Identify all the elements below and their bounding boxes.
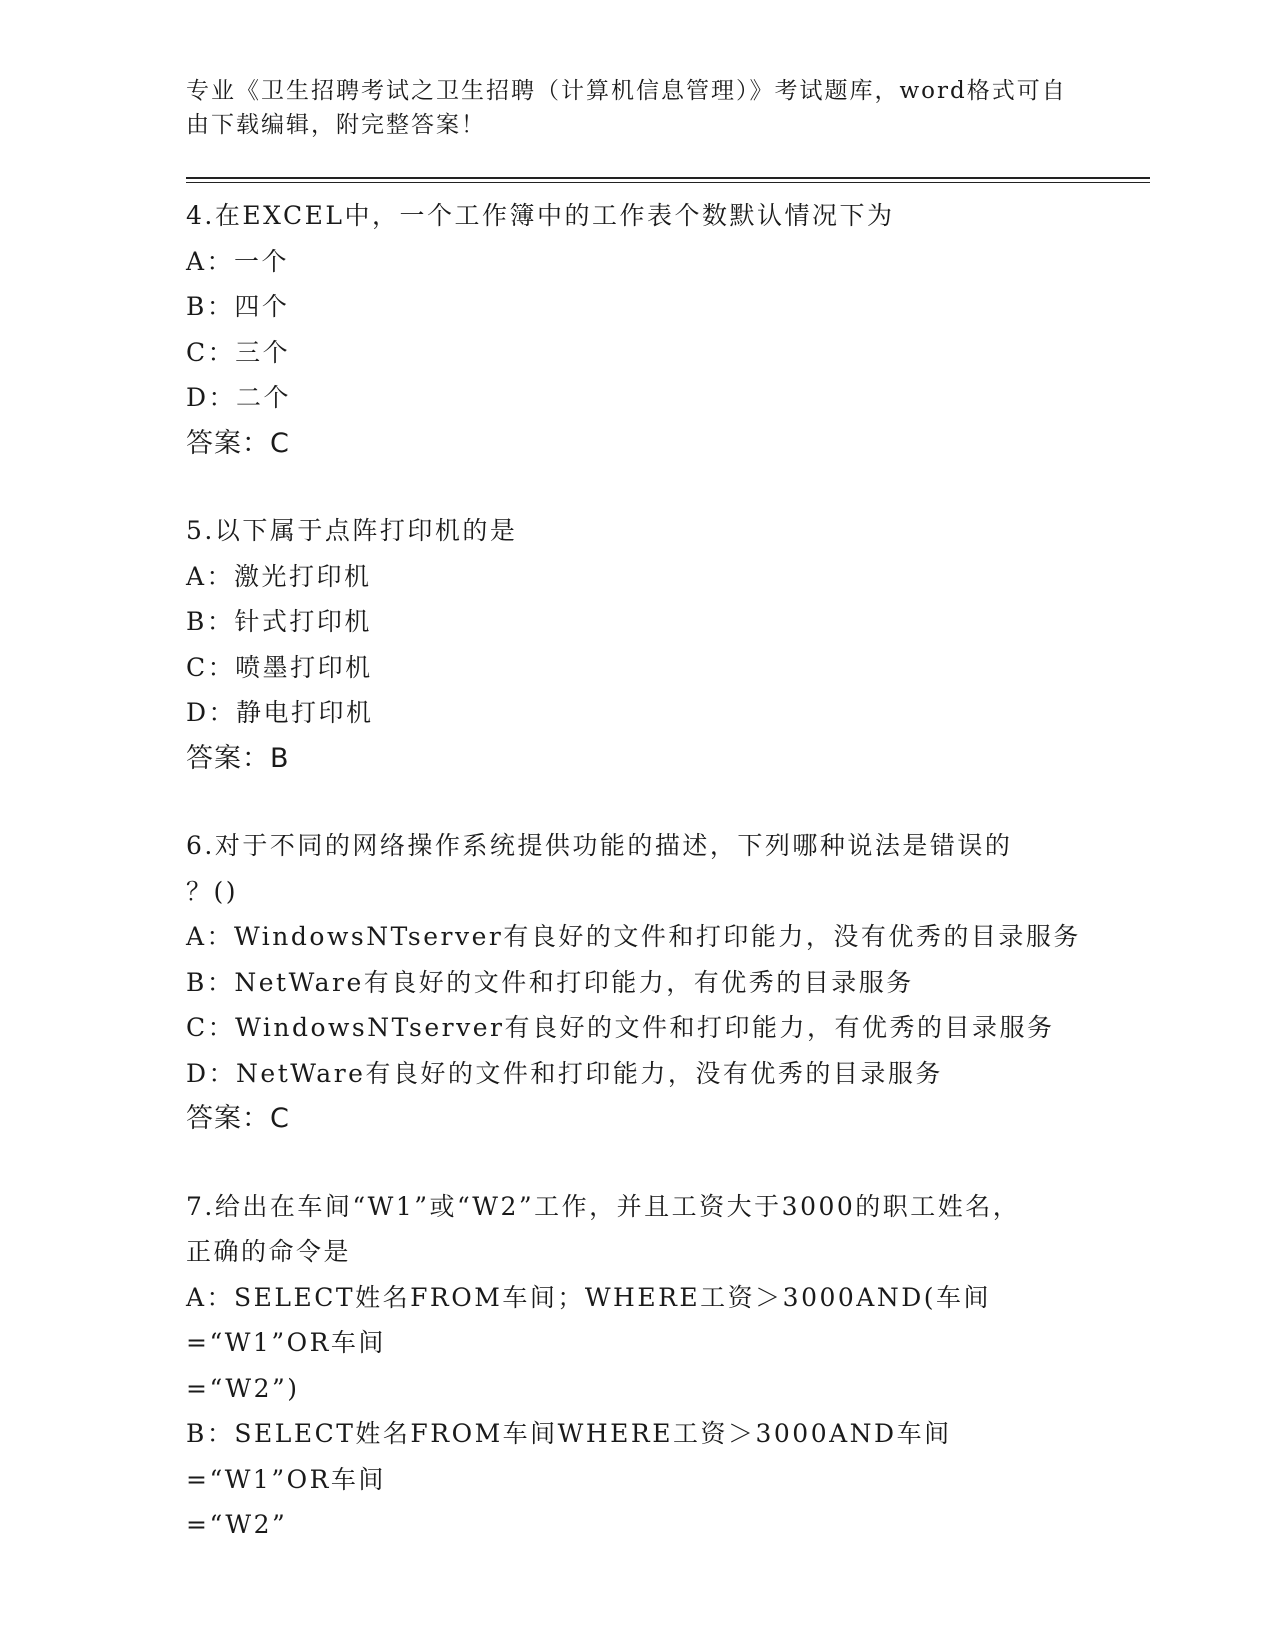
option-d: D：静电打印机 [186, 698, 374, 727]
option-b-cont: =“W2” [186, 1510, 288, 1539]
question-6 [186, 823, 1086, 1142]
question-stem: 6.对于不同的网络操作系统提供功能的描述，下列哪种说法是错误的 [186, 831, 1013, 860]
question-4 [186, 193, 1086, 466]
option-a: A：激光打印机 [186, 561, 372, 591]
question-stem: 4.在EXCEL中，一个工作簿中的工作表个数默认情况下为 [186, 201, 895, 230]
option-b: B：针式打印机 [186, 607, 372, 636]
question-list [186, 193, 1086, 1590]
header-line-1: 专业《卫生招聘考试之卫生招聘（计算机信息管理）》考试题库，word格式可自 [186, 78, 1067, 104]
question-stem-cont: ？() [186, 876, 239, 906]
document-header [186, 74, 1086, 142]
option-c: C：WindowsNTserver有良好的文件和打印能力，有优秀的目录服务 [186, 1013, 1055, 1042]
answer-line: 答案：B [186, 742, 290, 774]
header-rule-thick [186, 177, 1150, 179]
option-a: A：SELECT姓名FROM车间；WHERE工资＞3000AND(车间=“W1”OR车间 [186, 1282, 992, 1357]
question-stem: 5.以下属于点阵打印机的是 [186, 516, 518, 545]
option-a-cont: =“W2”) [186, 1373, 300, 1403]
option-a: A：一个 [186, 246, 290, 276]
option-a: A：WindowsNTserver有良好的文件和打印能力，没有优秀的目录服务 [186, 922, 1081, 951]
header-rule-thin [186, 182, 1150, 183]
question-7 [186, 1184, 1086, 1548]
header-line-2: 由下载编辑，附完整答案！ [186, 112, 486, 138]
option-c: C：三个 [186, 337, 291, 367]
option-d: D：二个 [186, 383, 292, 412]
option-b: B：NetWare有良好的文件和打印能力，有优秀的目录服务 [186, 967, 914, 997]
option-b: B：四个 [186, 292, 290, 321]
option-c: C：喷墨打印机 [186, 652, 373, 682]
option-d: D：NetWare有良好的文件和打印能力，没有优秀的目录服务 [186, 1058, 943, 1088]
answer-line: 答案：C [186, 1103, 290, 1134]
option-b: B：SELECT姓名FROM车间WHERE工资＞3000AND车间=“W1”OR车间 [186, 1419, 952, 1494]
question-stem: 7.给出在车间“W1”或“W2”工作，并且工资大于3000的职工姓名， [186, 1191, 1021, 1221]
question-5 [186, 508, 1086, 781]
answer-line: 答案：C [186, 427, 290, 459]
question-stem-cont: 正确的命令是 [186, 1237, 352, 1266]
